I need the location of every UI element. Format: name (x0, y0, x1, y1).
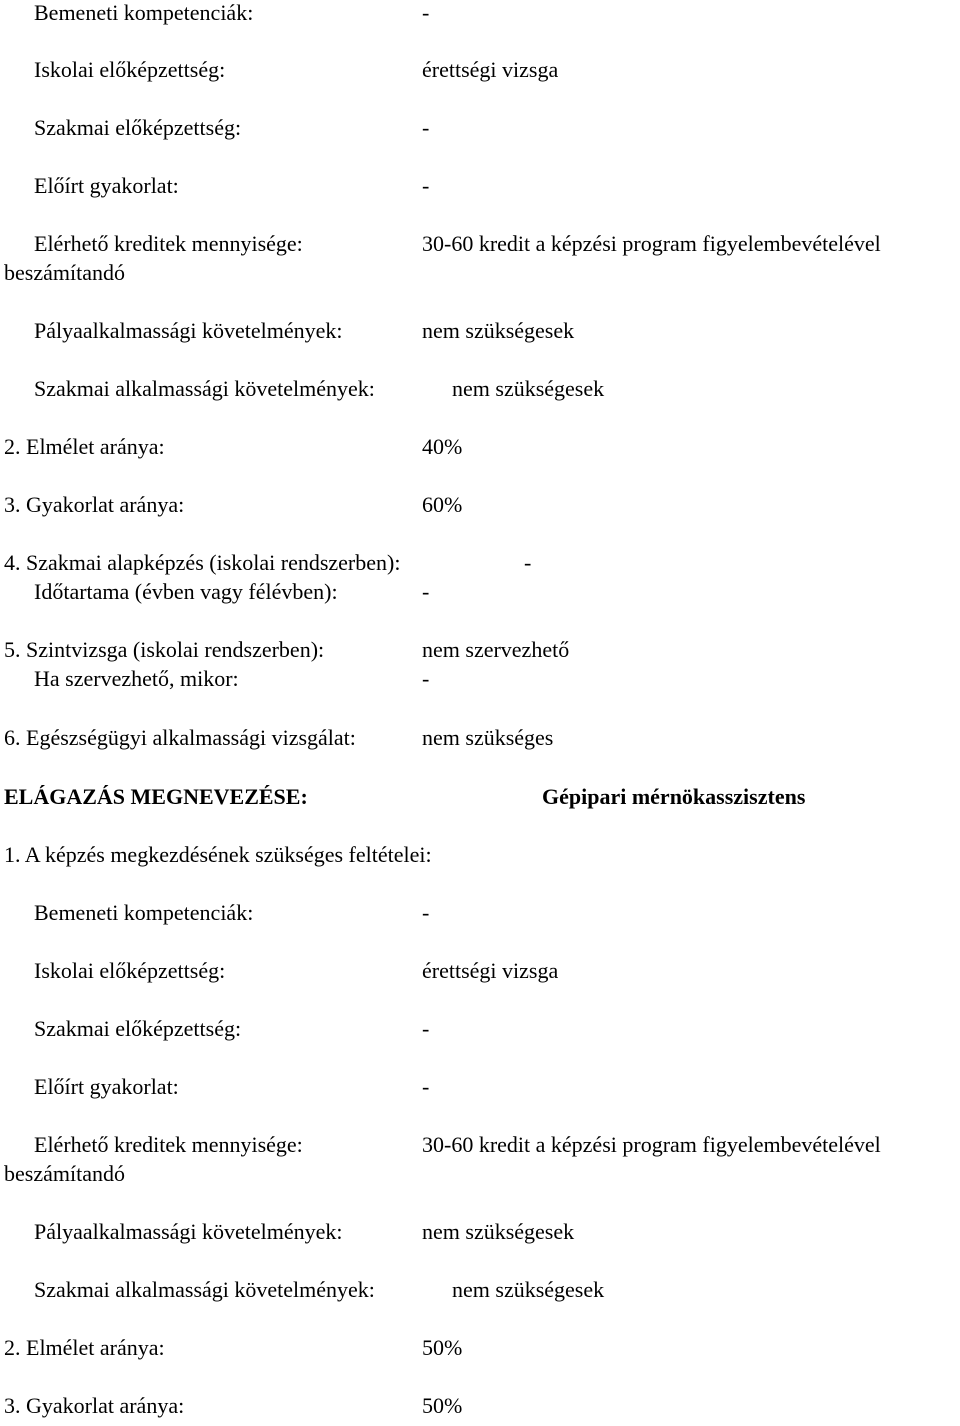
szakmai-elokepzettseg-value: - (422, 115, 430, 140)
gyakorlat-value-2: 50% (422, 1393, 463, 1418)
iskolai-label-2: Iskolai előképzettség: (34, 958, 226, 983)
szintvizsga-label: 5. Szintvizsga (iskolai rendszerben): (4, 637, 325, 662)
eloirt-gyakorlat-label-2: Előírt gyakorlat: (34, 1074, 179, 1099)
szakmai-elokepzettseg-value-2: - (422, 1016, 430, 1041)
kredit-label-2: Elérhető kreditek mennyisége: (34, 1132, 303, 1157)
bemeneti-label-2: Bemeneti kompetenciák: (34, 900, 254, 925)
egeszsegugyi-label: 6. Egészségügyi alkalmassági vizsgálat: (4, 725, 356, 750)
palyaalkalmassagi-value-2: nem szükségesek (422, 1219, 575, 1244)
mikor-label: Ha szervezhető, mikor: (34, 666, 239, 691)
iskolai-value: érettségi vizsga (422, 57, 559, 82)
palyaalkalmassagi-value: nem szükségesek (422, 318, 575, 343)
iskolai-value-2: érettségi vizsga (422, 958, 559, 983)
elmelet-value: 40% (422, 434, 463, 459)
palyaalkalmassagi-label-2: Pályaalkalmassági követelmények: (34, 1219, 343, 1244)
elmelet-value-2: 50% (422, 1335, 463, 1360)
elagazas-value: Gépipari mérnökasszisztens (542, 784, 806, 809)
mikor-value: - (422, 666, 430, 691)
alapkepzes-value: - (524, 550, 532, 575)
szakmai-elokepzettseg-label: Szakmai előképzettség: (34, 115, 242, 140)
eloirt-gyakorlat-label: Előírt gyakorlat: (34, 173, 179, 198)
gyakorlat-value: 60% (422, 492, 463, 517)
iskolai-label: Iskolai előképzettség: (34, 57, 226, 82)
eloirt-gyakorlat-value-2: - (422, 1074, 430, 1099)
szakmai-alkalmassagi-label: Szakmai alkalmassági követelmények: (34, 376, 375, 401)
idotartam-label: Időtartama (évben vagy félévben): (34, 579, 338, 604)
kredit-value: 30-60 kredit a képzési program figyelembevételével (422, 231, 881, 256)
eloirt-gyakorlat-value: - (422, 173, 430, 198)
gyakorlat-label: 3. Gyakorlat aránya: (4, 492, 185, 517)
bemeneti-value: - (422, 0, 430, 25)
egeszsegugyi-value: nem szükséges (422, 725, 554, 750)
kredit-value-2: 30-60 kredit a képzési program figyelembevételével (422, 1132, 881, 1157)
elmelet-label-2: 2. Elmélet aránya: (4, 1335, 165, 1360)
szakmai-alkalmassagi-value: nem szükségesek (452, 376, 605, 401)
palyaalkalmassagi-label: Pályaalkalmassági követelmények: (34, 318, 343, 343)
bemeneti-label: Bemeneti kompetenciák: (34, 0, 254, 25)
kredit-continuation: beszámítandó (4, 260, 125, 285)
kredit-label: Elérhető kreditek mennyisége: (34, 231, 303, 256)
feltetelek-heading: 1. A képzés megkezdésének szükséges feltételei: (4, 842, 432, 867)
elagazas-label: ELÁGAZÁS MEGNEVEZÉSE: (4, 784, 308, 809)
bemeneti-value-2: - (422, 900, 430, 925)
kredit-continuation-2: beszámítandó (4, 1161, 125, 1186)
szakmai-alkalmassagi-value-2: nem szükségesek (452, 1277, 605, 1302)
szintvizsga-value: nem szervezhető (422, 637, 570, 662)
elmelet-label: 2. Elmélet aránya: (4, 434, 165, 459)
szakmai-elokepzettseg-label-2: Szakmai előképzettség: (34, 1016, 242, 1041)
szakmai-alkalmassagi-label-2: Szakmai alkalmassági követelmények: (34, 1277, 375, 1302)
idotartam-value: - (422, 579, 430, 604)
gyakorlat-label-2: 3. Gyakorlat aránya: (4, 1393, 185, 1418)
alapkepzes-label: 4. Szakmai alapképzés (iskolai rendszerben): (4, 550, 401, 575)
